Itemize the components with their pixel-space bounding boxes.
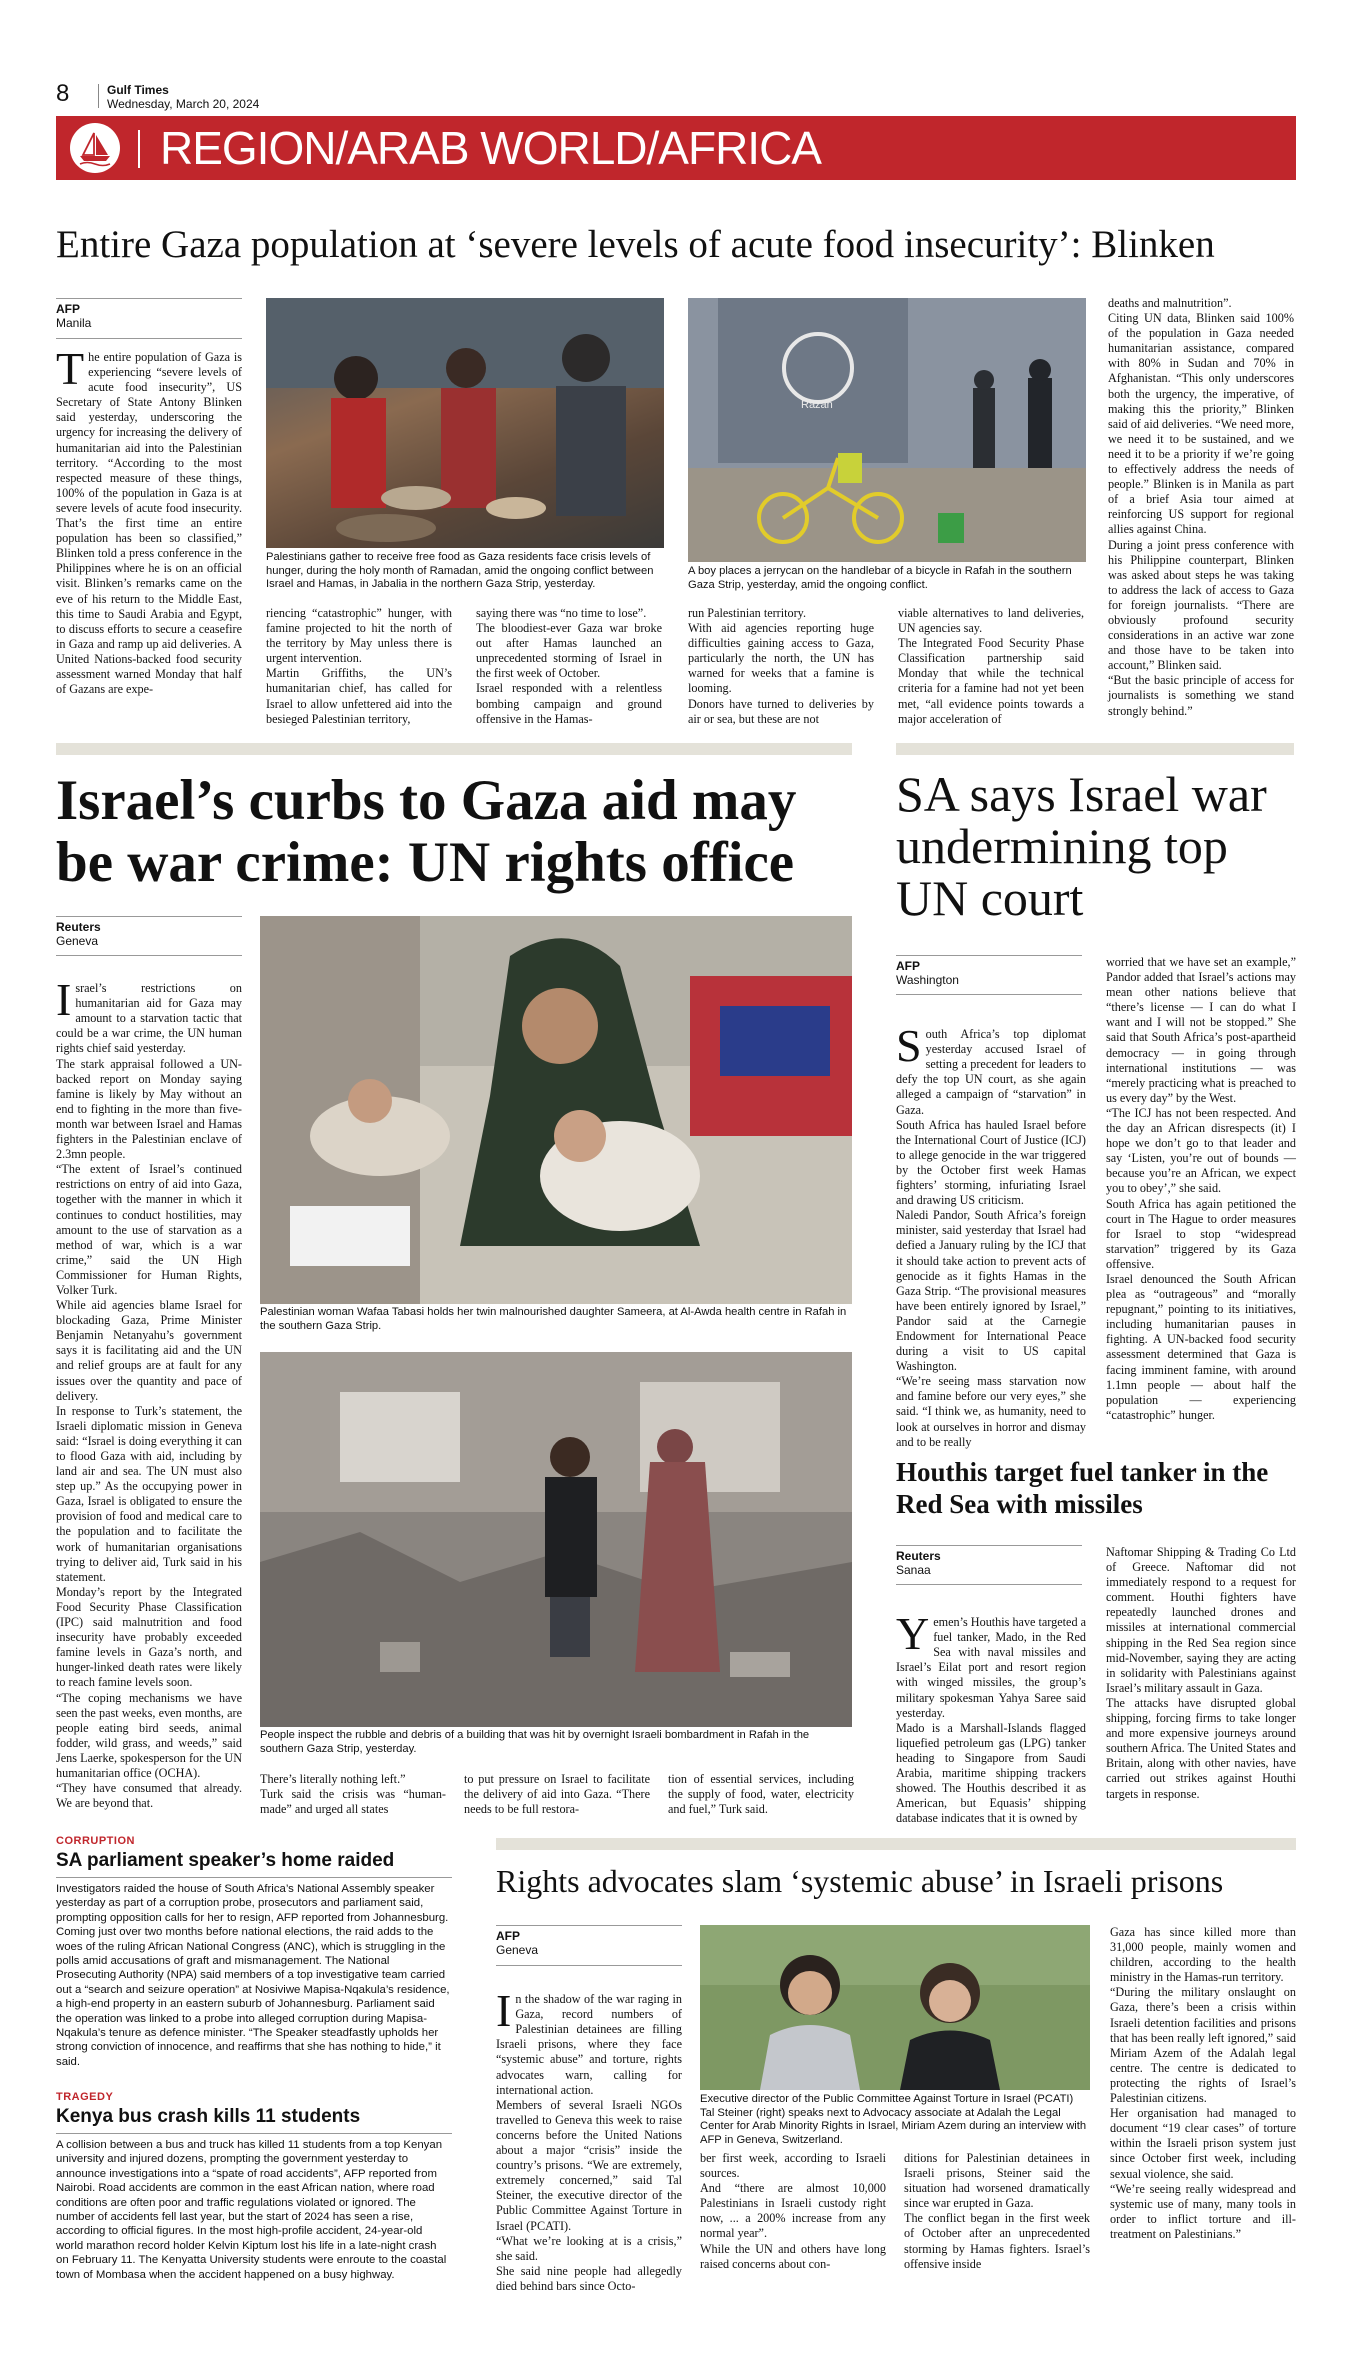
story5-agency: AFP [496,1929,520,1943]
story4-byline [896,1549,941,1577]
story1-byline-rule [56,298,242,299]
story1-col5: viable alternatives to land deliveries, UN agencies say. The Integrated Food Security Phase Classification partnership said Monday that while the technical criteria for a famine had not yet been met, “all evidence points towards a major acceleration of [898,606,1084,726]
story3-agency: AFP [896,959,920,973]
brief1-tag: CORRUPTION [56,1835,135,1847]
story1-dateline: Manila [56,316,92,330]
story5-top-bar [496,1838,1296,1850]
story1-col1-text: he entire population of Gaza is experiencing “severe levels of acute food insecurity”, US Secretary of State Antony Blinken said yesterday, underscoring the urgency for increasing the delivery of humanitarian aid into the Palestinian territory. “According to the most respected measure of these things, 100% of the population in Gaza is at severe levels of acute food insecurity. That’s the first time an entire population has been so classified,” Blinken told a press conference in the Philippines where he is on an official visit. Blinken’s remarks came on the eve of his return to the Middle East, this time to Saudi Arabia and Egypt, to discuss efforts to secure a ceasefire in Gaza and ramp up aid deliveries. A United Nations-backed food security assessment warned Monday that half of Gazans are expe- [56,350,242,697]
story2-col1-text: srael’s restrictions on humanitarian aid for Gaza may amount to a starvation tactic that could be a war crime, the UN human rights chief said yesterday. The stark appraisal followed a UN-backed report on Monday saying famine is likely by May without an end to fighting in the more than five-month war between Israel and Hamas fighters in the Palestinian enclave of 2.3mn people. “The extent of Israel’s continued restrictions on entry of aid into Gaza, together with the manner in which it continues to conduct hostilities, may amount to the use of starvation as a method of war, which is a war crime,” said the UN High Commissioner for Human Rights, Volker Turk. While aid agencies blame Israel for blockading Gaza, Prime Minister Benjamin Netanyahu’s government says it is facilitating aid and the UN and relief groups are at fault for any issues over the quantity and pace of delivery. In response to Turk’s statement, the Israeli diplomatic mission in Geneva said: “Israel is doing everything it can to flood Gaza with aid, including by land air and sea. The UN must also step up.” As the occupying power in Gaza, Israel is obligated to ensure the provision of food and medical care to the population and to facilitate the work of humanitarian organisations trying to deliver aid, Turk said in his statement. Monday’s report by the Integrated Food Security Phase Classification (IPC) said malnutrition and food insecurity have probably exceeded famine levels in Gaza’s north, and hunger-linked death rates were likely to reach famine levels soon. “The coping mechanisms we have seen the past weeks, even months, are people eating bird seeds, animal fodder, wild grass, and weeds,” said Jens Laerke, spokesperson for the UN humanitarian office (OCHA). “They have consumed that already. We are beyond that. [56,981,242,1811]
story2-byline [56,920,101,948]
story1-byline-rule2 [56,338,242,339]
story2-headline: Israel’s curbs to Gaza aid may be war crime: UN rights office [56,769,797,894]
story1-photo1 [266,298,664,548]
story1-col4: run Palestinian territory. With aid agencies reporting huge difficulties gaining access to Gaza, particularly the north, the UN has warned for weeks that a famine is looming. Donors have turned to deliveries by air or sea, but these are not [688,606,874,726]
story4-byline-rule [896,1545,1082,1546]
story2-dropcap: I [56,974,72,1026]
story5-photo [700,1925,1090,2090]
dhow-logo-icon [70,123,120,173]
story2-col3: to put pressure on Israel to facilitate the delivery of aid into Gaza. “There needs to be full restora- [464,1772,650,1817]
story1-photo2-caption: A boy places a jerrycan on the handlebar of a bicycle in Rafah in the southern Gaza Strip, yesterday, amid the ongoing conflict. [688,565,1072,591]
brief2-headline: Kenya bus crash kills 11 students [56,2106,361,2127]
story2-byline-rule [56,916,242,917]
story1-agency: AFP [56,302,80,316]
brief1-rule [56,1877,452,1878]
story5-dropcap: I [496,1985,512,2037]
story2-photo1 [260,916,852,1304]
story2-dateline: Geneva [56,934,99,948]
story1-photo2-sign: Razan [801,399,833,411]
brief2-tag: TRAGEDY [56,2091,114,2103]
story4-dateline: Sanaa [896,1563,931,1577]
story1-col6: deaths and malnutrition”. Citing UN data, Blinken said 100% of the population in Gaza needed humanitarian assistance, compared with 80% in Sudan and 70% in Afghanistan. “This only underscores both the urgency, the imperative, of making this the priority,” Blinken said of aid deliveries. “We need more, we need it to be sustained, and we need it to be a priority if we’re going to effectively address the needs of people.” Blinken is in Manila as part of a brief Asia tour aimed at reinforcing US support for regional allies against China. During a joint press conference with his Philippine counterpart, Blinken was asked about steps he was taking to address the lack of access to Gaza for foreign journalists. “There are obviously profound security considerations in an active war zone and those have to be taken into account,” Blinken said. “But the basic principle of access for journalists is something we stand strongly behind.” [1108,296,1294,718]
masthead-divider [98,84,99,108]
brief2-body: A collision between a bus and truck has killed 11 students from a top Kenyan university and injured dozens, prompting the government yesterday to announce investigations into a “spate of road accidents”, AFP reported from Nairobi. Road accidents are common in the east African nation, where road conditions are often poor and traffic regulations violated or ignored. The number of accidents fell last year, but the start of 2024 has seen a rise, according to official figures. In the most high-profile accident, 24-year-old world marathon record holder Kelvin Kiptum lost his life in a late-night crash on February 11. The Kenyatta University students were enroute to the coastal town of Mombasa when the accident happened on a busy highway. [56,2139,447,2281]
story2-agency: Reuters [56,920,101,934]
story5-byline-rule2 [496,1965,682,1966]
story2-col4: tion of essential services, including the supply of food, water, electricity and fuel,” Turk said. [668,1772,854,1817]
story5-col4: Gaza has since killed more than 31,000 people, mainly women and children, according to the health ministry in the Hamas-run territory. “During the military onslaught on Gaza, there’s been a crisis within Israeli detention facilities and prisons that has been really left ignored,” said Miriam Azem of the Adalah legal centre. The centre is dedicated to protecting the rights of Israel’s Palestinian citizens. Her organisation had managed to document “19 clear cases” of torture within the Israeli prison system just since October first week, including sexual violence, she said. “We’re seeing really widespread and systemic use of many, many tools in order to inflict torture and ill-treatment on Palestinians.” [1110,1925,1296,2241]
story4-col1-text: emen’s Houthis have targeted a fuel tanker, Mado, in the Red Sea with naval missiles and Israel’s Eilat port and resort region with winged missiles, the group’s military spokesman Yahya Saree said yesterday. Mado is a Marshall-Islands flagged liquefied petroleum gas (LPG) tanker heading to Singapore from Saudi Arabia, maritime shipping trackers showed. The Houthis described it as American, but Equasis’ shipping database indicates that it is owned by [896,1615,1086,1826]
story4-col2: Naftomar Shipping & Trading Co Ltd of Greece. Naftomar did not immediately respond to a request for comment. Houthi fighters have repeatedly launched drones and missiles at international commercial shipping in the Red Sea region since mid-November, saying they are acting in solidarity with Palestinians against Israel’s military assault in Gaza. The attacks have disrupted global shipping, forcing firms to take longer and more expensive journeys around southern Africa. The United States and Britain, along with other navies, have carried out strikes against Houthi targets in response. [1106,1545,1296,1801]
story5-col1 [496,1977,682,2322]
section-divider-right [896,743,1294,755]
story1-col2: riencing “catastrophic” hunger, with famine projected to hit the north of the territory by May unless there is urgent intervention. Martin Griffiths, the UN’s humanitarian chief, has called for Israel to allow unfettered aid into the besieged Palestinian territory, [266,606,452,726]
story1-col3: saying there was “no time to lose”. The bloodiest-ever Gaza war broke out after Hamas launched an unprecedented storming of Israel in the first week of October. Israel responded with a relentless bombing campaign and ground offensive in the Hamas- [476,606,662,726]
page-number: 8 [56,80,70,107]
brief1-headline: SA parliament speaker’s home raided [56,1850,395,1871]
story2-photo2 [260,1352,852,1727]
story3-dropcap: S [896,1020,922,1072]
story2-photo2-caption: People inspect the rubble and debris of a building that was hit by overnight Israeli bombardment in Rafah in the southern Gaza Strip, yesterday. [260,1729,810,1755]
story5-byline-rule [496,1925,682,1926]
story4-col1 [896,1600,1086,1826]
brief1-body: Investigators raided the house of South Africa’s National Assembly speaker yesterday as part of a corruption probe, prosecutors and parliament said, prompting opposition calls for her to resign, AFP reported from Johannesburg. Coming just over two months before national elections, the raid adds to the woes of the ruling African National Congress (ANC), which is struggling in the polls amid accusations of graft and mismanagement. The National Prosecuting Authority (NPA) said members of a top investigative team carried out a “search and seizure operation” at Nosiviwe Mapisa-Nqakula’s residence, a high-end property in an eastern suburb of Johannesburg. Parliament said the operation was linked to a probe into alleged corruption during Mapisa-Nqakula’s tenure as defence minister. “The Speaker steadfastly upholds her strong conviction of innocence, and reaffirms that she has nothing to hide,” it said. [56,1883,450,2068]
story3-headline: SA says Israel war undermining top UN court [896,766,1267,926]
section-divider-left [56,743,852,755]
story2-col2: There’s literally nothing left.” Turk said the crisis was “human-made” and urged all states [260,1772,446,1817]
story1-dropcap: T [56,343,85,394]
story4-dropcap: Y [896,1608,930,1660]
story1-headline: Entire Gaza population at ‘severe levels of acute food insecurity’: Blinken [56,223,1215,266]
story5-col1-text: n the shadow of the war raging in Gaza, record numbers of Palestinian detainees are filling Israeli prisons, where they face “systemic abuse” and torture, rights advocates warn, calling for international action. Members of several Israeli NGOs travelled to Geneva this week to raise concerns before the United Nations about a major “crisis” inside the country’s prisons. “We are extremely, extremely concerned,” said Tal Steiner, the executive director of the Public Committee Against Torture in Israel (PCATI). “What we’re looking at is a crisis,” she said. She said nine people had allegedly died behind bars since Octo- [496,1992,682,2293]
story2-col1 [56,966,242,1813]
story5-headline: Rights advocates slam ‘systemic abuse’ in Israeli prisons [496,1863,1224,1899]
story4-byline-rule2 [896,1584,1082,1585]
story1-byline [56,302,91,330]
story5-byline [496,1929,538,1957]
story3-byline [896,959,959,987]
story4-headline: Houthis target fuel tanker in the Red Sea with missiles [896,1457,1269,1519]
section-banner [56,116,1296,180]
story5-col3: ditions for Palestinian detainees in Israeli prisons, Steiner said the situation had worsened dramatically since war erupted in Gaza. The conflict began in the first week of October after an unprecedented storming by Hamas fighters. Israel’s offensive inside [904,2151,1090,2271]
story2-byline-rule2 [56,955,242,956]
story4-agency: Reuters [896,1549,941,1563]
story1-photo2 [688,298,1086,562]
story2-photo1-caption: Palestinian woman Wafaa Tabasi holds her twin malnourished daughter Sameera, at Al-Awda health centre in Rafah in the southern Gaza Strip. [260,1306,847,1332]
story3-byline-rule [896,955,1082,956]
story5-col2: ber first week, according to Israeli sources. And “there are almost 10,000 Palestinians in Israeli custody right now, ... a 200% increase from any normal year”. While the UN and others have long raised concerns about con- [700,2151,886,2271]
issue-date: Wednesday, March 20, 2024 [107,97,260,111]
story1-photo1-caption: Palestinians gather to receive free food as Gaza residents face crisis levels of hunger, during the holy month of Ramadan, amid the ongoing conflict between Israel and Hamas, in Jabalia in the northern Gaza Strip, yesterday. [266,551,654,590]
story3-byline-rule2 [896,994,1082,995]
story3-col2: worried that we have set an example,” Pandor added that Israel’s actions may mean other nations believe that “there’s license — I can do what I want and I will not be stopped.” She said that South Africa’s post-apartheid democracy — in going through international institutions — was “merely practicing what is preached to us every day” by the West. “The ICJ has not been respected. And the day an African disrespects (it) I hope we don’t go to that leader and say ‘Listen, you’re out of bounds — because you’re an African, we expect you to obey’,” she said. South Africa has again petitioned the court in The Hague to order measures for Israel to stop “widespread starvation” triggered by its Gaza offensive. Israel denounced the South African plea as “outrageous” and “morally repugnant,” pointing to its initiatives, including humanitarian pauses in fighting. A UN-backed food security assessment determined that Gaza is facing imminent famine, with around 1.1mn people — about half the population — experiencing “catastrophic” hunger. [1106,955,1296,1422]
paper-name: Gulf Times [107,83,169,97]
section-title: REGION/ARAB WORLD/AFRICA [160,122,821,174]
story5-dateline: Geneva [496,1943,539,1957]
story3-col1-text: outh Africa’s top diplomat yesterday accused Israel of setting a precedent for leaders to defy the top UN court, as she again alleged a campaign of “starvation” in Gaza. South Africa has hauled Israel before the International Court of Justice (ICJ) to allege genocide in the war triggered by the October first week Hamas fighters’ storming, infuriating Israel and drawing US criticism. Naledi Pandor, South Africa’s foreign minister, said yesterday that Israel had defied a January ruling by the ICJ that it should take action to prevent acts of genocide as it fights Hamas in the Gaza Strip. “The provisional measures have been entirely ignored by Israel,” Pandor said at the Carnegie Endowment for International Peace during a visit to US capital Washington. “We’re seeing mass starvation now and famine before our very eyes,” she said. “I think we, as humanity, need to look at ourselves in horror and dismay and to be really [896,1027,1086,1449]
story5-photo-caption: Executive director of the Public Committee Against Torture in Israel (PCATI) Tal Steiner (right) speaks next to Advocacy associate at Adalah the Legal Center for Arab Minority Rights in Israel, Miriam Azem during an interview with AFP in Geneva, Switzerland. [700,2093,1087,2146]
story3-col1 [896,1012,1086,1449]
story3-dateline: Washington [896,973,959,987]
brief2-rule [56,2133,452,2134]
banner-divider [138,130,140,168]
story1-col1 [56,343,242,731]
